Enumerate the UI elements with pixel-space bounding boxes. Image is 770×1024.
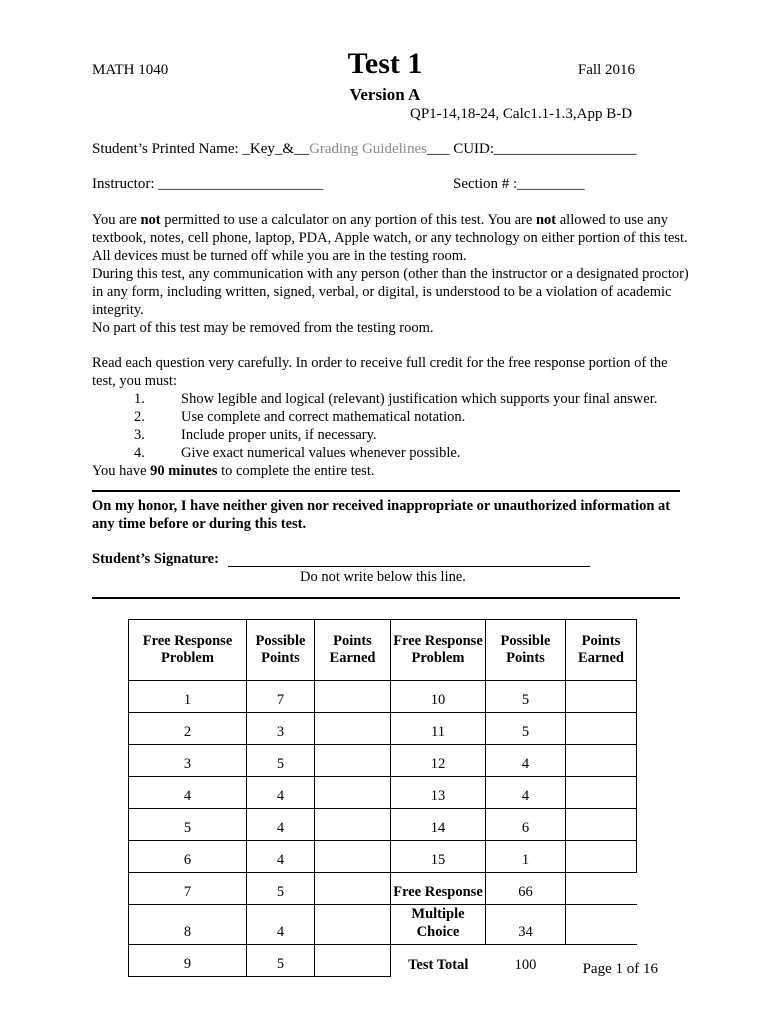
possible-points: 5 bbox=[247, 945, 315, 977]
possible-points: 4 bbox=[486, 777, 566, 809]
problem-number: 8 bbox=[129, 905, 247, 945]
possible-points: 4 bbox=[247, 809, 315, 841]
problem-number: 2 bbox=[129, 713, 247, 745]
time-limit: You have 90 minutes to complete the entire test. bbox=[92, 463, 375, 479]
score-table bbox=[128, 619, 637, 977]
table-row bbox=[129, 905, 637, 945]
signature-label: Student’s Signature: bbox=[92, 551, 219, 567]
points-earned-cell[interactable] bbox=[566, 809, 637, 841]
problem-number: 13 bbox=[391, 777, 486, 809]
term: Fall 2016 bbox=[577, 62, 635, 78]
points-earned-cell[interactable] bbox=[315, 841, 391, 873]
table-header: Possible Points bbox=[247, 620, 315, 681]
possible-points: 5 bbox=[486, 713, 566, 745]
points-earned-cell[interactable] bbox=[315, 777, 391, 809]
problem-number: 10 bbox=[391, 681, 486, 713]
points-earned-cell[interactable] bbox=[566, 873, 637, 905]
table-row bbox=[129, 873, 637, 905]
table-row bbox=[129, 809, 637, 841]
rules-paragraph-3: No part of this test may be removed from the testing room. bbox=[92, 320, 434, 336]
possible-points: 7 bbox=[247, 681, 315, 713]
table-row bbox=[129, 745, 637, 777]
topics-covered: QP1-14,18-24, Calc1.1-1.3,App B-D bbox=[410, 106, 633, 122]
divider bbox=[92, 490, 680, 492]
rules-paragraph-2: During this test, any communication with any person (other than the instructor or a designated proctor) in any form, including written, signed, verbal, or digital, is understood to be a violation of academic integrity. bbox=[92, 266, 689, 318]
cuid-field: ___ CUID:___________________ bbox=[426, 141, 637, 157]
table-header: Possible Points bbox=[486, 620, 566, 681]
points-earned-cell[interactable] bbox=[566, 905, 637, 945]
possible-points: 4 bbox=[247, 777, 315, 809]
version: Version A bbox=[349, 85, 421, 104]
possible-points: 5 bbox=[247, 873, 315, 905]
instruction-item: 2. Use complete and correct mathematical notation. bbox=[134, 409, 466, 425]
problem-number: 7 bbox=[129, 873, 247, 905]
possible-points: 5 bbox=[247, 745, 315, 777]
do-not-write-note: Do not write below this line. bbox=[300, 569, 466, 585]
page-number: Page 1 of 16 bbox=[582, 961, 658, 977]
problem-number: 9 bbox=[129, 945, 247, 977]
table-row bbox=[129, 945, 637, 977]
instruction-item: 3. Include proper units, if necessary. bbox=[134, 427, 377, 443]
points-earned-cell[interactable] bbox=[566, 745, 637, 777]
points-earned-cell[interactable] bbox=[315, 745, 391, 777]
points-earned-cell[interactable] bbox=[315, 905, 391, 945]
possible-points: 100 bbox=[514, 956, 537, 973]
possible-points: 4 bbox=[247, 841, 315, 873]
problem-number: 15 bbox=[391, 841, 486, 873]
instructions-block bbox=[92, 354, 692, 480]
possible-points: 5 bbox=[486, 681, 566, 713]
instructor-field[interactable]: Instructor: ______________________ bbox=[92, 176, 324, 192]
points-earned-cell[interactable] bbox=[315, 945, 391, 977]
possible-points: 6 bbox=[486, 809, 566, 841]
points-earned-cell[interactable] bbox=[566, 777, 637, 809]
table-row bbox=[129, 841, 637, 873]
problem-number: 14 bbox=[391, 809, 486, 841]
points-earned-cell[interactable] bbox=[315, 873, 391, 905]
possible-points: 4 bbox=[247, 905, 315, 945]
possible-points: 4 bbox=[486, 745, 566, 777]
problem-number: 5 bbox=[129, 809, 247, 841]
name-label: Student’s Printed Name: _Key_&__ bbox=[92, 141, 310, 157]
signature-line[interactable] bbox=[228, 566, 590, 567]
instruction-item: 1. Show legible and logical (relevant) justification which supports your final answer. bbox=[134, 391, 658, 407]
points-earned-cell[interactable] bbox=[566, 713, 637, 745]
possible-points: 1 bbox=[486, 841, 566, 873]
problem-number: 6 bbox=[129, 841, 247, 873]
student-name-field[interactable] bbox=[92, 141, 637, 158]
course-code: MATH 1040 bbox=[92, 62, 169, 78]
problem-number: Free Response bbox=[391, 873, 486, 905]
possible-points: 34 bbox=[486, 905, 566, 945]
honor-pledge: On my honor, I have neither given nor received inappropriate or unauthorized information at any time before or during this test. bbox=[92, 498, 671, 532]
problem-number: 1 bbox=[129, 681, 247, 713]
table-row bbox=[129, 777, 637, 809]
table-header: Points Earned bbox=[315, 620, 391, 681]
problem-number: 11 bbox=[391, 713, 486, 745]
possible-points: 3 bbox=[247, 713, 315, 745]
divider bbox=[92, 597, 680, 599]
points-earned-cell[interactable] bbox=[566, 681, 637, 713]
problem-number: 4 bbox=[129, 777, 247, 809]
test-title: Test 1 bbox=[347, 47, 423, 80]
rules-paragraph-1: You are not permitted to use a calculator on any portion of this test. You are not allowed to use any textbook, notes, cell phone, laptop, PDA, Apple watch, or any technology on either portion of this test. All devices must be turned off while you are in the testing room. bbox=[92, 212, 688, 264]
table-header: Points Earned bbox=[566, 620, 637, 681]
problem-number: Test Total bbox=[391, 945, 486, 977]
points-earned-cell[interactable] bbox=[315, 713, 391, 745]
instruction-item: 4. Give exact numerical values whenever possible. bbox=[134, 445, 461, 461]
instructions-intro: Read each question very carefully. In order to receive full credit for the free response portion of the test, you must: bbox=[92, 355, 668, 389]
points-earned-cell[interactable] bbox=[315, 681, 391, 713]
instructions-list bbox=[92, 390, 692, 462]
table-header: Free Response Problem bbox=[391, 620, 486, 681]
table-header: Free Response Problem bbox=[129, 620, 247, 681]
table-row bbox=[129, 713, 637, 745]
rules-block bbox=[92, 211, 692, 337]
points-earned-cell[interactable] bbox=[566, 841, 637, 873]
name-value: Grading Guidelines bbox=[309, 141, 427, 157]
problem-number: 12 bbox=[391, 745, 486, 777]
section-field[interactable]: Section # :_________ bbox=[453, 176, 585, 192]
problem-number: Multiple Choice bbox=[391, 905, 486, 945]
problem-number: 3 bbox=[129, 745, 247, 777]
points-earned-cell[interactable] bbox=[315, 809, 391, 841]
table-row bbox=[129, 681, 637, 713]
possible-points: 66 bbox=[486, 873, 566, 905]
